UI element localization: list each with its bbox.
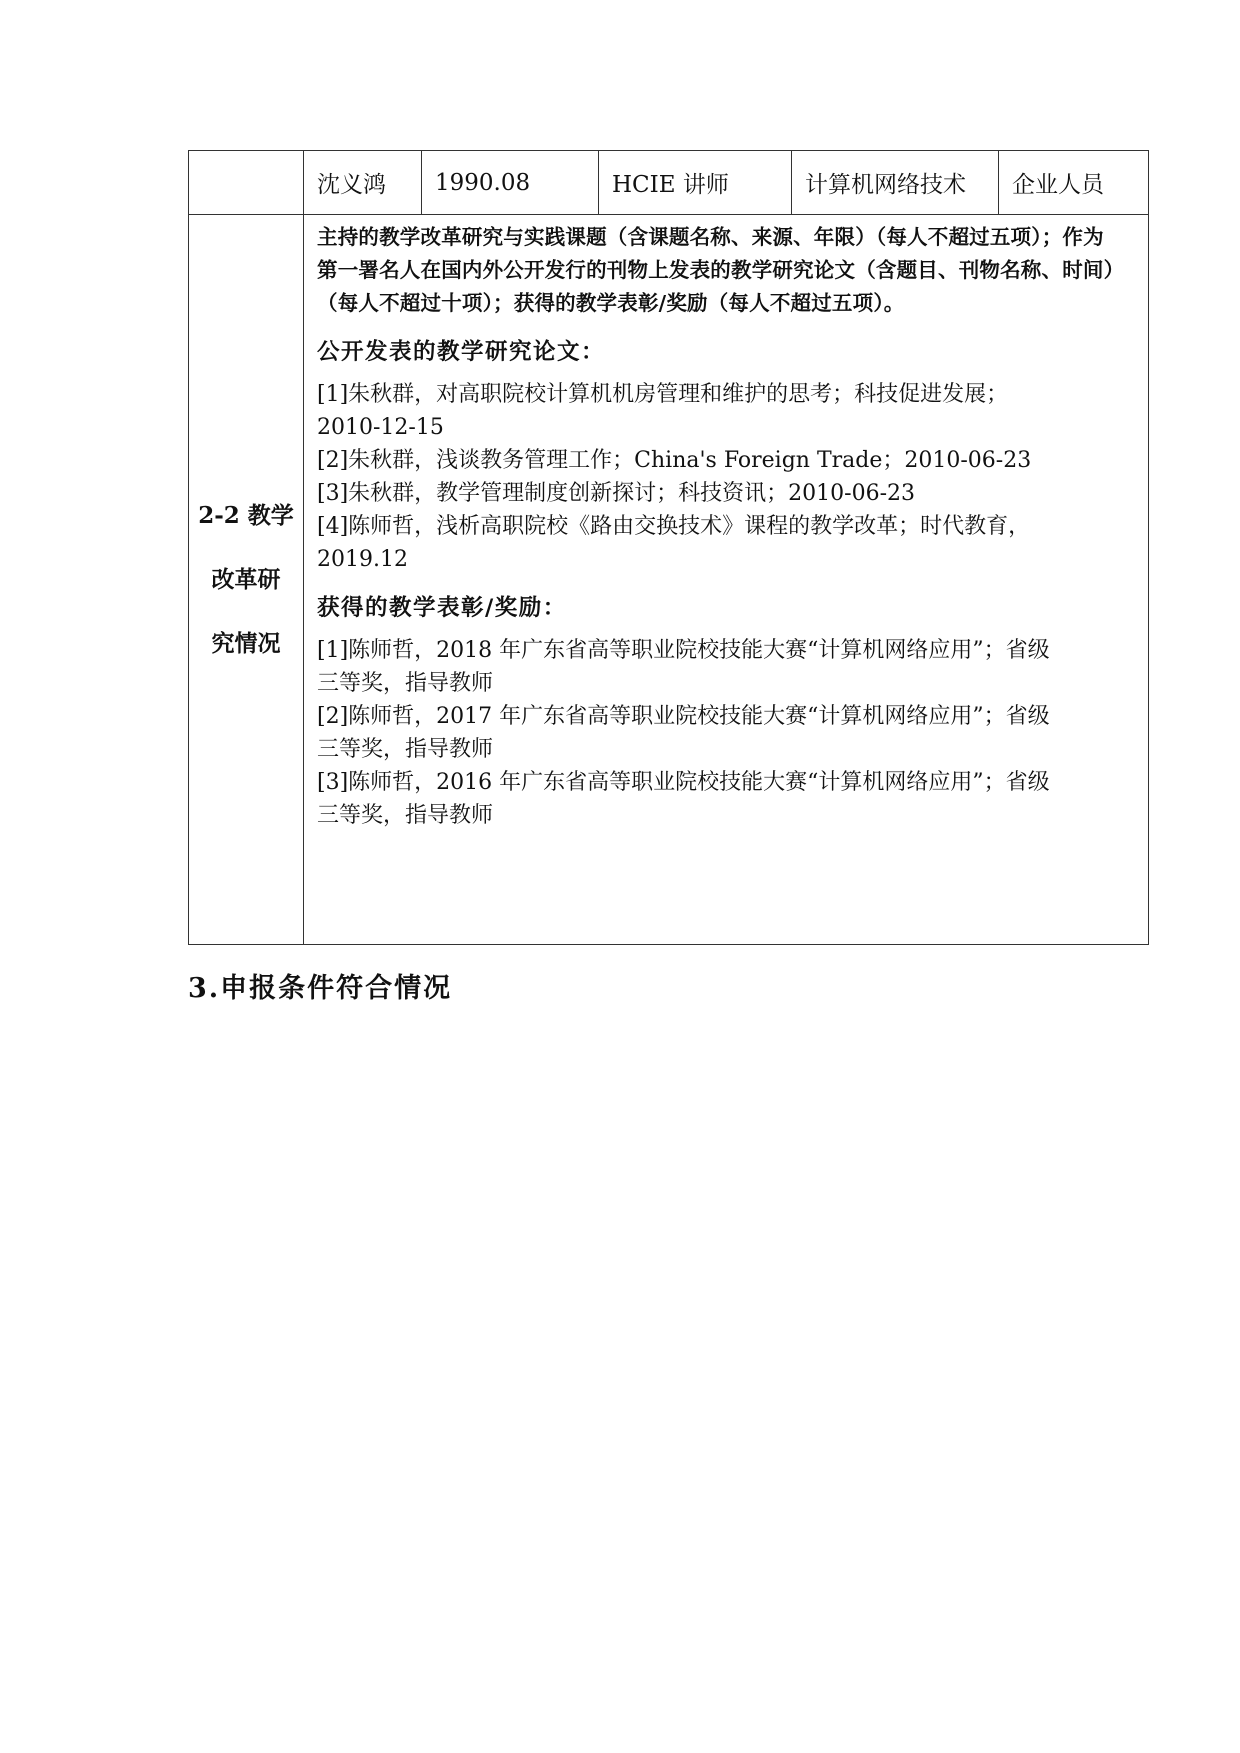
paper-line: [1]朱秋群，对高职院校计算机机房管理和维护的思考；科技促进发展； xyxy=(317,382,1009,407)
member-name-cell: 沈义鸿 xyxy=(304,151,422,215)
award-line: 三等奖，指导教师 xyxy=(317,737,494,762)
award-line: 三等奖，指导教师 xyxy=(317,671,494,696)
instruction-line: 第一署名人在国内外公开发行的刊物上发表的教学研究论文（含题目、刊物名称、时间） xyxy=(317,258,1125,282)
instruction-line: （每人不超过十项）；获得的教学表彰/奖励（每人不超过五项）。 xyxy=(317,291,905,315)
paper-line: 2010-12-15 xyxy=(317,415,444,440)
awards-title: 获得的教学表彰/奖励： xyxy=(317,595,567,621)
award-line: [3]陈师哲，2016 年广东省高等职业院校技能大赛“计算机网络应用”；省级 xyxy=(317,770,1050,795)
reform-row xyxy=(189,215,1149,945)
section-label-line: 2-2 教学 xyxy=(198,501,294,529)
paper-line: [4]陈师哲，浅析高职院校《路由交换技术》课程的教学改革；时代教育， xyxy=(317,514,1031,539)
member-row xyxy=(189,151,1149,215)
award-line: [1]陈师哲，2018 年广东省高等职业院校技能大赛“计算机网络应用”；省级 xyxy=(317,638,1050,663)
awards-list xyxy=(317,634,1148,832)
info-table xyxy=(188,150,1149,945)
papers-title: 公开发表的教学研究论文： xyxy=(317,339,606,365)
member-type-cell: 企业人员 xyxy=(999,151,1149,215)
instruction-text xyxy=(317,221,1148,320)
paper-line: [2]朱秋群，浅谈教务管理工作；China's Foreign Trade；2010-06-23 xyxy=(317,448,1032,473)
paper-line: 2019.12 xyxy=(317,547,408,572)
papers-list xyxy=(317,378,1148,576)
section-content-cell xyxy=(304,215,1149,945)
award-line: 三等奖，指导教师 xyxy=(317,803,494,828)
member-title-cell: HCIE 讲师 xyxy=(599,151,792,215)
section-label-line: 改革研 xyxy=(211,565,281,593)
row-label-cell xyxy=(189,151,304,215)
paper-line: [3]朱秋群，教学管理制度创新探讨；科技资讯；2010-06-23 xyxy=(317,481,916,506)
award-line: [2]陈师哲，2017 年广东省高等职业院校技能大赛“计算机网络应用”；省级 xyxy=(317,704,1050,729)
instruction-line: 主持的教学改革研究与实践课题（含课题名称、来源、年限）（每人不超过五项）；作为 xyxy=(317,225,1104,249)
member-birth-cell: 1990.08 xyxy=(422,151,599,215)
section-heading: 3.申报条件符合情况 xyxy=(188,973,453,1004)
section-label-line: 究情况 xyxy=(211,629,281,657)
section-label-cell xyxy=(189,215,304,945)
member-major-cell: 计算机网络技术 xyxy=(792,151,999,215)
